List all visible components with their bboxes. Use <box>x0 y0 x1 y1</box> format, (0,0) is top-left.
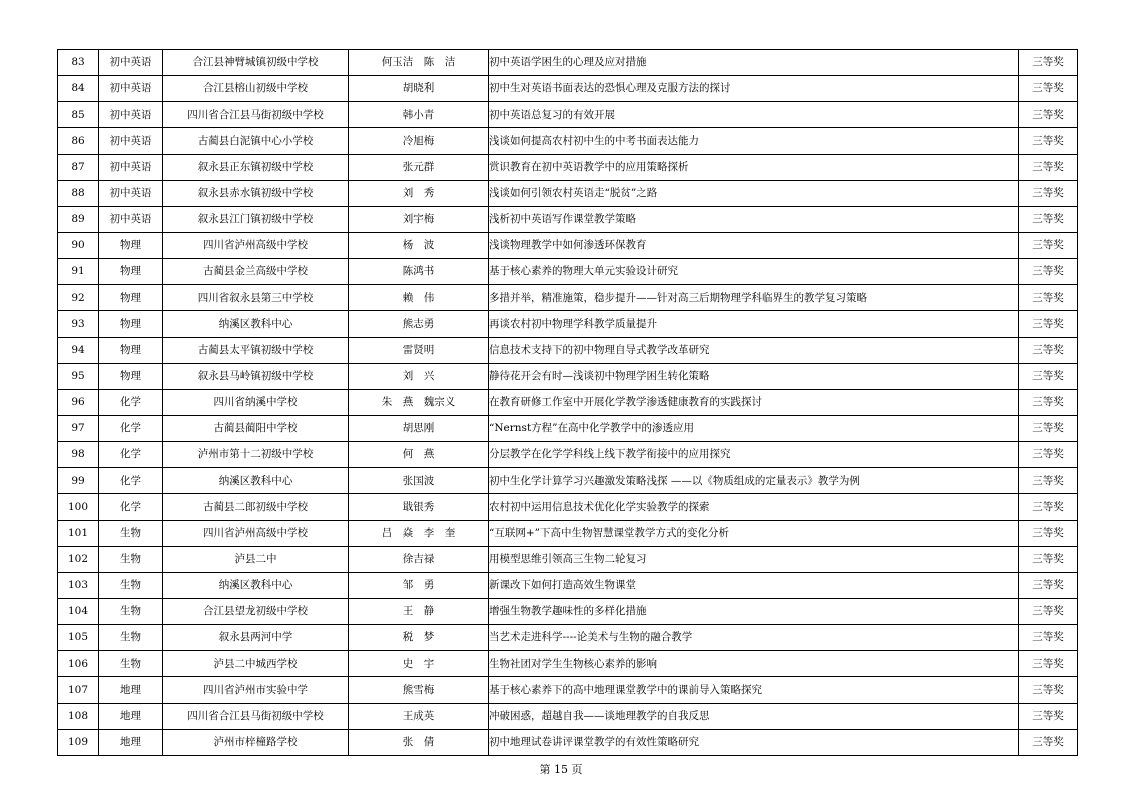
author-cell: 韩小青 <box>349 102 489 128</box>
subject-cell: 物理 <box>99 337 163 363</box>
row-number-cell: 89 <box>58 206 99 232</box>
school-cell: 泸州市第十二初级中学校 <box>163 442 349 468</box>
paper-title-cell: 赏识教育在初中英语教学中的应用策略探析 <box>489 154 1019 180</box>
subject-cell: 生物 <box>99 651 163 677</box>
school-cell: 纳溪区教科中心 <box>163 311 349 337</box>
table-row <box>58 232 1078 258</box>
author-cell: 冷旭梅 <box>349 128 489 154</box>
table-row <box>58 703 1078 729</box>
school-cell: 叙永县正东镇初级中学校 <box>163 154 349 180</box>
table-row <box>58 625 1078 651</box>
row-number-cell: 87 <box>58 154 99 180</box>
award-level-cell: 三等奖 <box>1019 598 1078 624</box>
author-cell: 杨 波 <box>349 232 489 258</box>
subject-cell: 物理 <box>99 232 163 258</box>
school-cell: 合江县神臂城镇初级中学校 <box>163 50 349 76</box>
table-row <box>58 598 1078 624</box>
row-number-cell: 86 <box>58 128 99 154</box>
table-row <box>58 337 1078 363</box>
school-cell: 泸县二中城西学校 <box>163 651 349 677</box>
paper-title-cell: 基于核心素养的物理大单元实验设计研究 <box>489 259 1019 285</box>
table-row <box>58 128 1078 154</box>
table-row <box>58 102 1078 128</box>
award-level-cell: 三等奖 <box>1019 442 1078 468</box>
paper-title-cell: 冲破困惑，超越自我——谈地理教学的自我反思 <box>489 703 1019 729</box>
author-cell: 吕 焱 李 奎 <box>349 520 489 546</box>
table-row <box>58 389 1078 415</box>
paper-title-cell: 基于核心素养下的高中地理课堂教学中的课前导入策略探究 <box>489 677 1019 703</box>
row-number-cell: 100 <box>58 494 99 520</box>
subject-cell: 物理 <box>99 285 163 311</box>
award-level-cell: 三等奖 <box>1019 546 1078 572</box>
award-level-cell: 三等奖 <box>1019 625 1078 651</box>
subject-cell: 生物 <box>99 598 163 624</box>
paper-title-cell: 初中英语总复习的有效开展 <box>489 102 1019 128</box>
award-level-cell: 三等奖 <box>1019 76 1078 102</box>
paper-title-cell: 农村初中运用信息技术优化化学实验教学的探索 <box>489 494 1019 520</box>
paper-title-cell: “互联网+”下高中生物智慧课堂教学方式的变化分析 <box>489 520 1019 546</box>
award-level-cell: 三等奖 <box>1019 50 1078 76</box>
paper-title-cell: 增强生物教学趣味性的多样化措施 <box>489 598 1019 624</box>
author-cell: 赖 伟 <box>349 285 489 311</box>
table-row <box>58 76 1078 102</box>
row-number-cell: 104 <box>58 598 99 624</box>
subject-cell: 化学 <box>99 494 163 520</box>
award-level-cell: 三等奖 <box>1019 180 1078 206</box>
subject-cell: 地理 <box>99 677 163 703</box>
school-cell: 古蔺县太平镇初级中学校 <box>163 337 349 363</box>
author-cell: 何玉洁 陈 洁 <box>349 50 489 76</box>
table-row <box>58 468 1078 494</box>
author-cell: 戢银秀 <box>349 494 489 520</box>
school-cell: 四川省纳溪中学校 <box>163 389 349 415</box>
award-level-cell: 三等奖 <box>1019 206 1078 232</box>
author-cell: 雷贤明 <box>349 337 489 363</box>
school-cell: 叙永县马岭镇初级中学校 <box>163 363 349 389</box>
row-number-cell: 99 <box>58 468 99 494</box>
award-level-cell: 三等奖 <box>1019 729 1078 755</box>
author-cell: 张国波 <box>349 468 489 494</box>
award-level-cell: 三等奖 <box>1019 154 1078 180</box>
row-number-cell: 95 <box>58 363 99 389</box>
author-cell: 王 静 <box>349 598 489 624</box>
paper-title-cell: “Nernst方程”在高中化学教学中的渗透应用 <box>489 415 1019 441</box>
school-cell: 四川省泸州高级中学校 <box>163 520 349 546</box>
award-level-cell: 三等奖 <box>1019 703 1078 729</box>
row-number-cell: 92 <box>58 285 99 311</box>
table-row <box>58 415 1078 441</box>
paper-title-cell: 生物社团对学生生物核心素养的影响 <box>489 651 1019 677</box>
subject-cell: 初中英语 <box>99 102 163 128</box>
row-number-cell: 107 <box>58 677 99 703</box>
author-cell: 胡晓利 <box>349 76 489 102</box>
row-number-cell: 97 <box>58 415 99 441</box>
school-cell: 四川省叙永县第三中学校 <box>163 285 349 311</box>
subject-cell: 物理 <box>99 311 163 337</box>
award-level-cell: 三等奖 <box>1019 311 1078 337</box>
subject-cell: 生物 <box>99 546 163 572</box>
subject-cell: 初中英语 <box>99 206 163 232</box>
subject-cell: 初中英语 <box>99 76 163 102</box>
row-number-cell: 103 <box>58 572 99 598</box>
author-cell: 王成英 <box>349 703 489 729</box>
subject-cell: 化学 <box>99 389 163 415</box>
author-cell: 邹 勇 <box>349 572 489 598</box>
row-number-cell: 85 <box>58 102 99 128</box>
subject-cell: 化学 <box>99 415 163 441</box>
subject-cell: 化学 <box>99 442 163 468</box>
paper-title-cell: 用模型思维引领高三生物二轮复习 <box>489 546 1019 572</box>
author-cell: 熊雪梅 <box>349 677 489 703</box>
school-cell: 叙永县江门镇初级中学校 <box>163 206 349 232</box>
school-cell: 泸县二中 <box>163 546 349 572</box>
table-row <box>58 50 1078 76</box>
paper-title-cell: 初中地理试卷讲评课堂教学的有效性策略研究 <box>489 729 1019 755</box>
paper-title-cell: 分层教学在化学学科线上线下教学衔接中的应用探究 <box>489 442 1019 468</box>
table-row <box>58 311 1078 337</box>
paper-title-cell: 初中生对英语书面表达的恐惧心理及克服方法的探讨 <box>489 76 1019 102</box>
subject-cell: 初中英语 <box>99 154 163 180</box>
award-level-cell: 三等奖 <box>1019 651 1078 677</box>
subject-cell: 化学 <box>99 468 163 494</box>
row-number-cell: 94 <box>58 337 99 363</box>
table-row <box>58 494 1078 520</box>
school-cell: 古蔺县二郎初级中学校 <box>163 494 349 520</box>
row-number-cell: 83 <box>58 50 99 76</box>
school-cell: 四川省泸州高级中学校 <box>163 232 349 258</box>
school-cell: 纳溪区教科中心 <box>163 468 349 494</box>
row-number-cell: 88 <box>58 180 99 206</box>
paper-title-cell: 浅谈如何提高农村初中生的中考书面表达能力 <box>489 128 1019 154</box>
row-number-cell: 96 <box>58 389 99 415</box>
subject-cell: 物理 <box>99 363 163 389</box>
author-cell: 税 梦 <box>349 625 489 651</box>
table-row <box>58 180 1078 206</box>
table-row <box>58 363 1078 389</box>
paper-title-cell: 静待花开会有时—浅谈初中物理学困生转化策略 <box>489 363 1019 389</box>
subject-cell: 物理 <box>99 259 163 285</box>
paper-title-cell: 浅析初中英语写作课堂教学策略 <box>489 206 1019 232</box>
school-cell: 合江县望龙初级中学校 <box>163 598 349 624</box>
award-level-cell: 三等奖 <box>1019 415 1078 441</box>
row-number-cell: 106 <box>58 651 99 677</box>
table-row <box>58 520 1078 546</box>
school-cell: 合江县榕山初级中学校 <box>163 76 349 102</box>
author-cell: 史 宇 <box>349 651 489 677</box>
page-number: 第 15 页 <box>539 763 583 776</box>
school-cell: 四川省合江县马街初级中学校 <box>163 703 349 729</box>
author-cell: 刘宇梅 <box>349 206 489 232</box>
subject-cell: 初中英语 <box>99 180 163 206</box>
table-row <box>58 154 1078 180</box>
paper-title-cell: 浅谈物理教学中如何渗透环保教育 <box>489 232 1019 258</box>
school-cell: 古蔺县白泥镇中心小学校 <box>163 128 349 154</box>
paper-title-cell: 浅谈如何引领农村英语走“脱贫”之路 <box>489 180 1019 206</box>
subject-cell: 生物 <box>99 520 163 546</box>
school-cell: 纳溪区教科中心 <box>163 572 349 598</box>
award-level-cell: 三等奖 <box>1019 337 1078 363</box>
school-cell: 四川省泸州市实验中学 <box>163 677 349 703</box>
table-row <box>58 572 1078 598</box>
table-row <box>58 651 1078 677</box>
subject-cell: 初中英语 <box>99 128 163 154</box>
table-row <box>58 285 1078 311</box>
award-level-cell: 三等奖 <box>1019 232 1078 258</box>
school-cell: 古蔺县金兰高级中学校 <box>163 259 349 285</box>
subject-cell: 生物 <box>99 572 163 598</box>
school-cell: 叙永县赤水镇初级中学校 <box>163 180 349 206</box>
subject-cell: 地理 <box>99 729 163 755</box>
paper-title-cell: 多措并举，精准施策，稳步提升——针对高三后期物理学科临界生的教学复习策略 <box>489 285 1019 311</box>
award-level-cell: 三等奖 <box>1019 259 1078 285</box>
subject-cell: 初中英语 <box>99 50 163 76</box>
award-list-sheet <box>57 49 1077 756</box>
row-number-cell: 98 <box>58 442 99 468</box>
paper-title-cell: 在教育研修工作室中开展化学教学渗透健康教育的实践探讨 <box>489 389 1019 415</box>
subject-cell: 地理 <box>99 703 163 729</box>
award-level-cell: 三等奖 <box>1019 494 1078 520</box>
author-cell: 徐吉禄 <box>349 546 489 572</box>
table-row <box>58 546 1078 572</box>
row-number-cell: 91 <box>58 259 99 285</box>
author-cell: 熊志勇 <box>349 311 489 337</box>
author-cell: 张元群 <box>349 154 489 180</box>
paper-title-cell: 新课改下如何打造高效生物课堂 <box>489 572 1019 598</box>
award-level-cell: 三等奖 <box>1019 572 1078 598</box>
school-cell: 古蔺县蔺阳中学校 <box>163 415 349 441</box>
school-cell: 四川省合江县马街初级中学校 <box>163 102 349 128</box>
table-row <box>58 259 1078 285</box>
row-number-cell: 84 <box>58 76 99 102</box>
author-cell: 刘 兴 <box>349 363 489 389</box>
author-cell: 朱 燕 魏宗义 <box>349 389 489 415</box>
school-cell: 叙永县两河中学 <box>163 625 349 651</box>
row-number-cell: 108 <box>58 703 99 729</box>
table-body <box>58 50 1078 756</box>
author-cell: 胡思刚 <box>349 415 489 441</box>
award-level-cell: 三等奖 <box>1019 102 1078 128</box>
table-row <box>58 442 1078 468</box>
paper-title-cell: 再谈农村初中物理学科教学质量提升 <box>489 311 1019 337</box>
table-row <box>58 729 1078 755</box>
table-row <box>58 677 1078 703</box>
paper-title-cell: 信息技术支持下的初中物理自导式教学改革研究 <box>489 337 1019 363</box>
row-number-cell: 105 <box>58 625 99 651</box>
row-number-cell: 102 <box>58 546 99 572</box>
award-level-cell: 三等奖 <box>1019 520 1078 546</box>
paper-title-cell: 当艺术走进科学----论美术与生物的融合教学 <box>489 625 1019 651</box>
subject-cell: 生物 <box>99 625 163 651</box>
author-cell: 陈鸿书 <box>349 259 489 285</box>
table-row <box>58 206 1078 232</box>
row-number-cell: 101 <box>58 520 99 546</box>
author-cell: 刘 秀 <box>349 180 489 206</box>
author-cell: 何 燕 <box>349 442 489 468</box>
row-number-cell: 90 <box>58 232 99 258</box>
school-cell: 泸州市梓橦路学校 <box>163 729 349 755</box>
award-level-cell: 三等奖 <box>1019 363 1078 389</box>
award-level-cell: 三等奖 <box>1019 677 1078 703</box>
row-number-cell: 93 <box>58 311 99 337</box>
row-number-cell: 109 <box>58 729 99 755</box>
award-level-cell: 三等奖 <box>1019 285 1078 311</box>
paper-title-cell: 初中生化学计算学习兴趣激发策略浅探 ——以《物质组成的定量表示》教学为例 <box>489 468 1019 494</box>
award-table <box>57 49 1078 756</box>
author-cell: 张 倩 <box>349 729 489 755</box>
award-level-cell: 三等奖 <box>1019 128 1078 154</box>
award-level-cell: 三等奖 <box>1019 389 1078 415</box>
award-level-cell: 三等奖 <box>1019 468 1078 494</box>
paper-title-cell: 初中英语学困生的心理及应对措施 <box>489 50 1019 76</box>
